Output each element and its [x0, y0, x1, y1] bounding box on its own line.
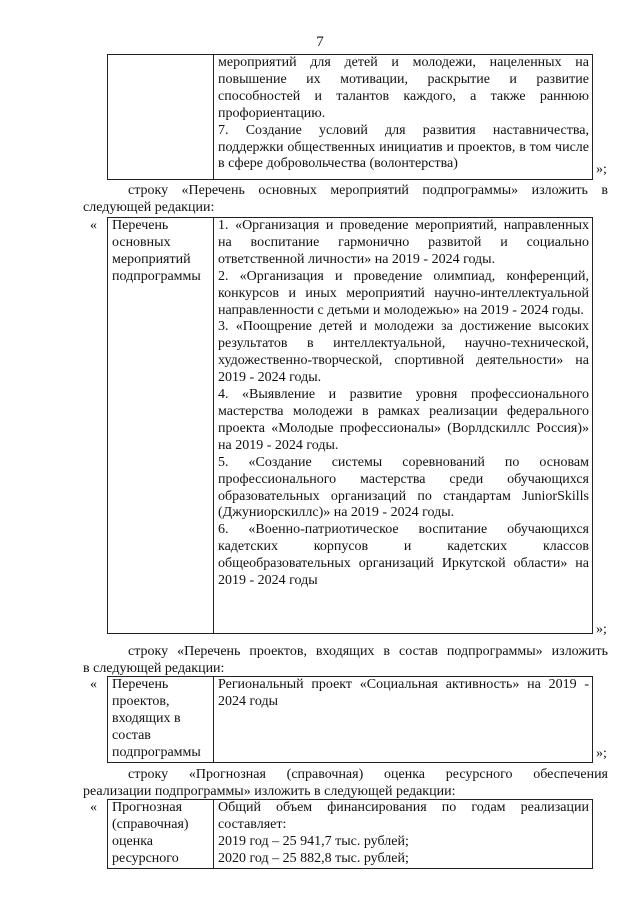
- list-item: 1. «Организация и проведение мероприятий, направленных на воспитание гармонично развитой и социально ответственной личности» на 2019 - 2024 годы.: [218, 218, 589, 267]
- table-row: [108, 677, 593, 763]
- opening-quote: «: [90, 677, 97, 692]
- instruction-line: реализации подпрограммы» изложить в следующей редакции:: [83, 783, 456, 799]
- right-cell: [214, 55, 593, 180]
- activities-list: [214, 218, 593, 634]
- paragraph: 2019 год – 25 941,7 тыс. рублей;: [218, 833, 409, 849]
- paragraph: Общий объем финансирования по годам реализации составляет:: [218, 800, 589, 832]
- list-item: 2. «Организация и проведение олимпиад, конференций, конкурсов и иных мероприятий научно-интеллектуальной направленности с детьми и молодежью» на 2019 - 2024 годы.: [218, 268, 589, 318]
- instruction-line: в следующей редакции:: [83, 660, 225, 676]
- closing-quote: »;: [596, 162, 607, 177]
- instruction-line: строку «Перечень основных мероприятий подпрограммы» изложить в: [128, 183, 608, 198]
- row-header: Прогнозная (справочная) оценка ресурсного: [108, 800, 214, 869]
- list-item: 4. «Выявление и развитие уровня профессионального мастерства молодежи в рамках реализации федерального проекта «Молодые профессионалы» (Ворлдскиллс Россия)» на 2019 - 2024 годы.: [218, 387, 589, 453]
- projects-cell: [214, 677, 593, 763]
- table-row: [108, 800, 593, 869]
- page-number: 7: [316, 34, 324, 50]
- list-item: 6. «Военно-патриотическое воспитание обучающихся кадетских корпусов и кадетских классов общеобразовательных организаций Иркутской области» на 2019 - 2024 годы: [218, 522, 589, 589]
- list-item: 3. «Поощрение детей и молодежи за достижение высоких результатов в интеллектуальной, научно-технической, художественно-творческой, спортивной деятельности» на 2019 - 2024 годы.: [218, 319, 589, 386]
- projects-table: [107, 676, 593, 763]
- instruction-paragraph: [83, 183, 608, 217]
- closing-quote: »;: [596, 746, 607, 761]
- list-item: 5. «Создание системы соревнований по основам профессионального мастерства среди обучающихся образовательных организаций по стандартам JuniorSkills (Джуниорскиллс)» на 2019 - 2024 годы.: [218, 454, 589, 521]
- instruction-paragraph: [83, 767, 608, 801]
- paragraph: Региональный проект «Социальная активность» на 2019 - 2024 годы: [218, 677, 589, 709]
- left-cell: [108, 55, 214, 180]
- resources-cell: [214, 800, 593, 869]
- instruction-line: строку «Прогнозная (справочная) оценка ресурсного обеспечения: [128, 767, 608, 782]
- activities-table: [107, 217, 593, 634]
- table-row: [108, 55, 593, 180]
- instruction-paragraph: [83, 644, 608, 678]
- instruction-line: строку «Перечень проектов, входящих в состав подпрограммы» изложить: [128, 644, 608, 659]
- opening-quote: «: [90, 800, 97, 815]
- closing-quote: »;: [596, 622, 607, 637]
- paragraph: мероприятий для детей и молодежи, нацеленных на повышение их мотивации, раскрытие и развитие способностей и талантов каждого, а также раннюю профориентацию.: [218, 55, 589, 121]
- row-header: Перечень основных мероприятий подпрограммы: [108, 218, 214, 634]
- instruction-line: следующей редакции:: [83, 199, 215, 215]
- row-header: Перечень проектов, входящих в состав подпрограммы: [108, 677, 214, 763]
- table-row: [108, 218, 593, 634]
- resources-table: [107, 799, 593, 869]
- paragraph: 7. Создание условий для развития наставничества, поддержки общественных инициатив и проектов, в том числе в сфере добровольчества (волонтерства): [218, 122, 589, 172]
- opening-quote: «: [90, 218, 97, 233]
- continuation-table: [107, 54, 593, 180]
- paragraph: 2020 год – 25 882,8 тыс. рублей;: [218, 850, 409, 866]
